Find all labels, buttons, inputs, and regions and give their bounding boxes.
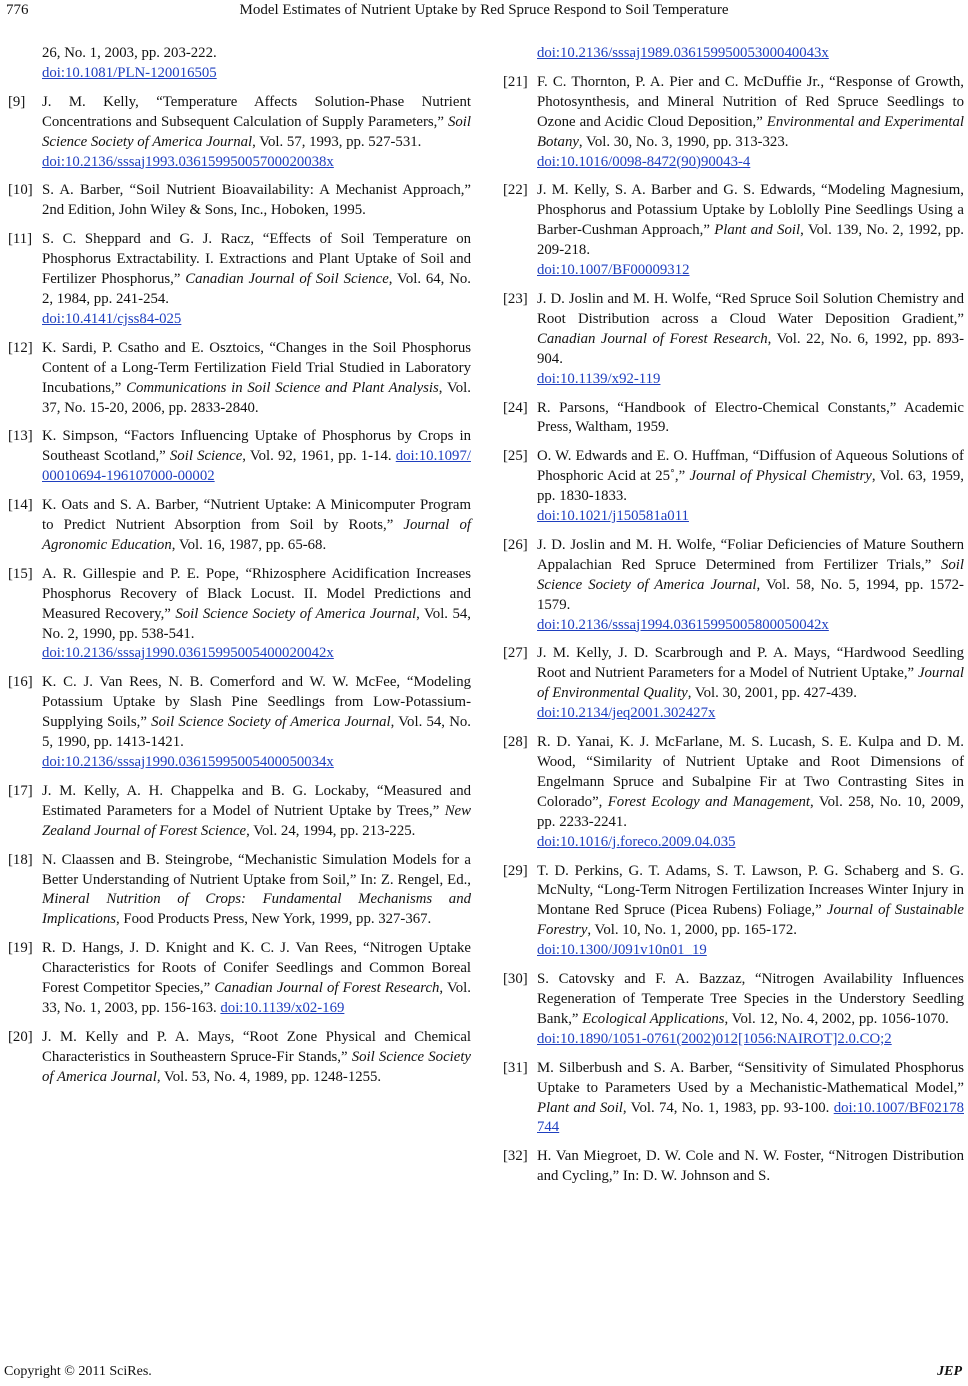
reference-number: [26]	[503, 536, 528, 553]
journal-title: Journal of Agronomic Education	[42, 517, 471, 553]
reference-entry	[8, 851, 471, 931]
citation-text: , Vol. 24, 1994, pp. 213-225.	[246, 822, 416, 839]
journal-abbreviation: JEP	[937, 1364, 962, 1379]
doi-link[interactable]: doi:10.1300/J091v10n01_19	[537, 942, 707, 959]
reference-entry	[8, 782, 471, 842]
reference-text	[42, 1029, 471, 1085]
reference-text	[537, 182, 964, 278]
citation-text: O. W. Edwards and E. O. Huffman, “Diffusion of Aqueous Solutions of Phosphoric Acid at 25˚,”	[537, 448, 964, 485]
reference-entry	[8, 427, 471, 487]
citation-text: F. C. Thornton, P. A. Pier and C. McDuffie Jr., “Response of Growth, Photosynthesis, and Mineral Nutrition of Red Spruce Seedlings to Ozone and Acidic Cloud Deposition,”	[537, 73, 964, 130]
reference-entry	[8, 181, 471, 221]
journal-title: Forest Ecology and Management	[607, 793, 811, 810]
citation-text: R. Parsons, “Handbook of Electro-Chemical Constants,” Academic Press, Waltham, 1959.	[537, 399, 964, 436]
citation-text: , Vol. 139, No. 2, 1992, pp. 209-218.	[537, 222, 964, 259]
reference-number: [21]	[503, 73, 528, 90]
reference-entry	[503, 447, 964, 527]
reference-text	[42, 566, 471, 662]
reference-text	[42, 852, 471, 928]
reference-entry	[503, 399, 964, 439]
reference-number: [31]	[503, 1059, 528, 1076]
citation-text: 26, No. 1, 2003, pp. 203-222.	[42, 45, 217, 61]
reference-number: [23]	[503, 290, 528, 307]
doi-link[interactable]: doi:10.1016/0098-8472(90)90043-4	[537, 153, 751, 170]
citation-text: , Vol. 58, No. 5, 1994, pp. 1572-1579.	[537, 576, 964, 613]
reference-text	[42, 783, 471, 839]
citation-text: , Vol. 33, No. 1, 2003, pp. 156-163.	[42, 980, 471, 1016]
page-header	[0, 0, 968, 24]
doi-link[interactable]: doi:10.1016/j.foreco.2009.04.035	[537, 833, 736, 850]
doi-link[interactable]: doi:10.2136/sssaj1990.03615995005400050034x	[42, 754, 334, 770]
citation-text: , Vol. 30, 2001, pp. 427-439.	[687, 685, 857, 702]
reference-number: [25]	[503, 448, 528, 465]
reference-entry	[503, 1147, 964, 1187]
page-number: 776	[6, 2, 29, 18]
citation-text: , Vol. 10, No. 1, 2000, pp. 165-172.	[587, 922, 797, 939]
reference-entry	[8, 1028, 471, 1088]
doi-link[interactable]: doi:10.2134/jeq2001.302427x	[537, 705, 716, 722]
reference-entry	[503, 44, 964, 64]
reference-number: [12]	[8, 339, 33, 356]
reference-number: [10]	[8, 182, 33, 199]
reference-entry	[503, 536, 964, 636]
journal-title: Communications in Soil Science and Plant Analysis	[126, 379, 439, 396]
journal-title: Ecological Applications	[582, 1010, 725, 1027]
reference-text	[537, 291, 964, 387]
reference-text	[537, 734, 964, 850]
reference-entry	[503, 1059, 964, 1139]
reference-text	[42, 231, 471, 327]
reference-text	[537, 448, 964, 524]
reference-entry	[503, 733, 964, 852]
citation-text: R. D. Hangs, J. D. Knight and K. C. J. Van Rees, “Nitrogen Uptake Characteristics for Roots of Conifer Seedlings and Common Boreal Forest Competitor Species,”	[42, 940, 471, 997]
reference-entry	[503, 181, 964, 281]
reference-text	[42, 428, 471, 484]
citation-text: M. Silberbush and S. A. Barber, “Sensitivity of Simulated Phosphorus Uptake to Parameters Used by a Mechanistic-Mathematical Model,”	[537, 1059, 964, 1096]
reference-number: [24]	[503, 399, 528, 416]
citation-text: J. D. Joslin and M. H. Wolfe, “Foliar Deficiencies of Mature Southern Appalachian Red Spruce Determined from Fertilizer Trials,”	[537, 536, 964, 573]
reference-entry	[8, 496, 471, 556]
reference-text	[537, 537, 964, 633]
doi-link[interactable]: doi:10.1007/BF02178744	[537, 1099, 964, 1136]
reference-entry	[503, 644, 964, 724]
reference-entry	[503, 862, 964, 962]
journal-title: Soil Science	[169, 448, 243, 465]
citation-text: J. D. Joslin and M. H. Wolfe, “Red Spruce Soil Solution Chemistry and Root Distribution across a Cloud Water Deposition Gradient,”	[537, 290, 964, 327]
citation-text: A. R. Gillespie and P. E. Pope, “Rhizosphere Acidification Increases Phosphorus Recovery of Black Locust. II. Model Predictions and Measured Recovery,”	[42, 565, 471, 622]
reference-text	[42, 182, 471, 218]
journal-title: Mineral Nutrition of Crops: Fundamental Mechanisms and Implications	[42, 891, 471, 928]
citation-text: N. Claassen and B. Steingrobe, “Mechanistic Simulation Models for a Better Understanding of Nutrient Uptake from Soil,” In: Z. Rengel, Ed.,	[42, 851, 471, 888]
citation-text: H. Van Miegroet, D. W. Cole and N. W. Foster, “Nitrogen Distribution and Cycling,” In: D. W. Johnson and S.	[537, 1148, 964, 1185]
journal-title: Soil Science Society of America Journal	[42, 113, 471, 150]
journal-title: New Zealand Journal of Forest Science	[42, 802, 471, 839]
references-left-column	[8, 44, 471, 1097]
citation-text: J. M. Kelly, J. D. Scarbrough and P. A. Mays, “Hardwood Seedling Root and Nutrient Parameters for a Model of Nutrient Uptake,”	[537, 645, 964, 682]
citation-text: S. Catovsky and F. A. Bazzaz, “Nitrogen Availability Influences Regeneration of Temperate Tree Species in the Understory Seedling Bank,”	[537, 971, 964, 1027]
reference-number: [27]	[503, 645, 528, 662]
reference-number: [19]	[8, 940, 33, 957]
citation-text: K. Oats and S. A. Barber, “Nutrient Uptake: A Minicomputer Program to Predict Nutrient Absorption from Soil by Roots,”	[42, 497, 471, 534]
reference-number: [22]	[503, 182, 528, 199]
citation-text: , Vol. 22, No. 6, 1992, pp. 893-904.	[537, 330, 964, 367]
reference-number: [15]	[8, 565, 33, 582]
journal-title: Soil Science Society of America Journal	[151, 714, 391, 731]
reference-text	[537, 400, 964, 436]
citation-text: , Vol. 30, No. 3, 1990, pp. 313-323.	[578, 133, 789, 150]
citation-text: , Vol. 63, 1959, pp. 1830-1833.	[537, 468, 964, 505]
reference-text	[537, 74, 964, 170]
reference-entry	[8, 230, 471, 330]
reference-text	[42, 497, 471, 553]
citation-text: , Vol. 16, 1987, pp. 65-68.	[171, 536, 327, 553]
reference-number: [32]	[503, 1148, 528, 1165]
journal-title: Canadian Journal of Forest Research	[537, 330, 768, 347]
citation-text: , Vol. 64, No. 2, 1984, pp. 241-254.	[42, 271, 472, 307]
reference-text	[537, 1148, 964, 1184]
doi-link[interactable]: doi:10.1097/00010694-196107000-00002	[42, 448, 471, 485]
reference-text	[537, 645, 964, 721]
citation-text: , Vol. 53, No. 4, 1989, pp. 1248-1255.	[156, 1068, 382, 1085]
reference-number: [20]	[8, 1028, 33, 1045]
reference-number: [29]	[503, 862, 528, 879]
reference-text	[42, 45, 217, 81]
journal-title: Soil Science Society of America Journal	[537, 556, 964, 593]
citation-text: J. M. Kelly and P. A. Mays, “Root Zone Physical and Chemical Characteristics in Southeastern Spruce-Fir Stands,”	[42, 1028, 471, 1065]
citation-text: K. Simpson, “Factors Influencing Uptake of Phosphorus by Crops in Southeast Scotland,”	[42, 428, 471, 465]
reference-text	[42, 674, 471, 770]
doi-link[interactable]: doi:10.1081/PLN-120016505	[42, 64, 217, 81]
references-right-column	[503, 44, 964, 1196]
journal-title: Soil Science Society of America Journal	[42, 1048, 471, 1085]
citation-text: R. D. Yanai, K. J. McFarlane, M. S. Lucash, S. E. Kulpa and D. M. Wood, “Similarity of Nutrient Uptake and Root Dimensions of Engelmann Spruce and Subalpine Fir at Two Contrasting Sites in Colorado”,	[537, 734, 964, 810]
reference-number: [28]	[503, 734, 528, 751]
doi-link[interactable]: doi:10.2136/sssaj1993.03615995005700020038x	[42, 153, 334, 170]
doi-link[interactable]: doi:10.4141/cjss84-025	[42, 310, 182, 327]
reference-entry	[8, 673, 471, 773]
doi-link[interactable]: doi:10.2136/sssaj1990.03615995005400020042x	[42, 645, 334, 662]
citation-text: S. A. Barber, “Soil Nutrient Bioavailability: A Mechanist Approach,” 2nd Edition, John Wiley & Sons, Inc., Hoboken, 1995.	[42, 182, 471, 219]
citation-text: J. M. Kelly, A. H. Chappelka and B. G. Lockaby, “Measured and Estimated Parameters for a Model of Nutrient Uptake by Trees,”	[42, 782, 471, 819]
reference-entry	[8, 44, 471, 84]
reference-entry	[8, 93, 471, 173]
reference-text	[537, 863, 964, 959]
citation-text: J. M. Kelly, S. A. Barber and G. S. Edwards, “Modeling Magnesium, Phosphorus and Potassium Uptake by Loblolly Pine Seedlings Using a Barber-Cushman Approach,”	[537, 182, 964, 239]
doi-link[interactable]: doi:10.1021/j150581a011	[537, 508, 689, 525]
citation-text: , Vol. 54, No. 5, 1990, pp. 1413-1421.	[42, 714, 471, 751]
reference-number: [9]	[8, 93, 26, 110]
citation-text: S. C. Sheppard and G. J. Racz, “Effects of Soil Temperature on Phosphorus Extractability. I. Extractions and Plant Uptake of Soil and Fertilizer Phosphorus,”	[42, 231, 471, 288]
reference-text	[42, 340, 471, 416]
journal-title: Plant and Soil	[714, 222, 801, 239]
journal-title: Journal of Physical Chemistry	[689, 468, 872, 485]
journal-title: Soil Science Society of America Journal	[175, 605, 417, 622]
reference-entry	[8, 339, 471, 419]
reference-number: [11]	[8, 231, 33, 248]
journal-title: Environmental and Experimental Botany	[537, 113, 964, 150]
reference-number: [13]	[8, 428, 33, 445]
journal-title: Canadian Journal of Soil Science	[185, 271, 389, 288]
citation-text: K. Sardi, P. Csatho and E. Osztoics, “Changes in the Soil Phosphorus Content of a Long-Term Fertilization Field Trial Studied in Laboratory Incubations,”	[42, 339, 471, 396]
reference-entry	[8, 565, 471, 665]
running-title: Model Estimates of Nutrient Uptake by Red Spruce Respond to Soil Temperature	[239, 2, 729, 18]
reference-number: [18]	[8, 851, 33, 868]
journal-title: Journal of Environmental Quality	[537, 665, 964, 702]
doi-link[interactable]: doi:10.1007/BF00009312	[537, 262, 690, 279]
reference-number: [30]	[503, 971, 528, 988]
reference-text	[537, 45, 829, 61]
citation-text: , Food Products Press, New York, 1999, pp. 327-367.	[115, 911, 432, 928]
citation-text: , Vol. 37, No. 15-20, 2006, pp. 2833-2840.	[42, 379, 471, 416]
doi-link[interactable]: doi:10.2136/sssaj1989.03615995005300040043x	[537, 45, 829, 61]
doi-link[interactable]: doi:10.2136/sssaj1994.03615995005800050042x	[537, 616, 829, 633]
citation-text: , Vol. 12, No. 4, 2002, pp. 1056-1070.	[724, 1010, 949, 1027]
citation-text: , Vol. 57, 1993, pp. 527-531.	[252, 133, 422, 150]
reference-number: [14]	[8, 497, 33, 514]
journal-title: Journal of Sustainable Forestry	[537, 902, 964, 939]
reference-text	[537, 1060, 964, 1136]
doi-link[interactable]: doi:10.1139/x92-119	[537, 370, 661, 387]
reference-entry	[503, 970, 964, 1050]
journal-title: Plant and Soil	[537, 1099, 623, 1116]
reference-number: [17]	[8, 782, 33, 799]
reference-entry	[8, 939, 471, 1019]
citation-text: , Vol. 54, No. 2, 1990, pp. 538-541.	[42, 605, 471, 642]
citation-text: T. D. Perkins, G. T. Adams, S. T. Lawson, P. G. Schaberg and S. G. McNulty, “Long-Term Nitrogen Fertilization Increases Winter Injury in Montane Red Spruce (Picea Rubens) Foliage,”	[537, 862, 964, 919]
reference-text	[42, 940, 471, 1016]
reference-text	[537, 971, 964, 1047]
journal-title: Canadian Journal of Forest Research	[214, 980, 440, 997]
citation-text: K. C. J. Van Rees, N. B. Comerford and W. W. McFee, “Modeling Potassium Uptake by Slash Pine Seedlings from Low-Potassium-Supplying Soils,”	[42, 674, 471, 731]
citation-text: , Vol. 74, No. 1, 1983, pp. 93-100.	[622, 1099, 834, 1116]
citation-text: J. M. Kelly, “Temperature Affects Solution-Phase Nutrient Concentrations and Subsequent Calculation of Supply Parameters,”	[42, 93, 471, 130]
reference-entry	[503, 73, 964, 173]
reference-entry	[503, 290, 964, 390]
citation-text: , Vol. 92, 1961, pp. 1-14.	[242, 448, 396, 465]
doi-link[interactable]: doi:10.1139/x02-169	[220, 999, 345, 1016]
citation-text: , Vol. 258, No. 10, 2009, pp. 2233-2241.	[537, 793, 964, 830]
reference-text	[42, 94, 471, 170]
reference-number: [16]	[8, 674, 33, 691]
doi-link[interactable]: doi:10.1890/1051-0761(2002)012[1056:NAIROT]2.0.CO;2	[537, 1030, 892, 1047]
copyright-notice: Copyright © 2011 SciRes.	[4, 1364, 152, 1379]
